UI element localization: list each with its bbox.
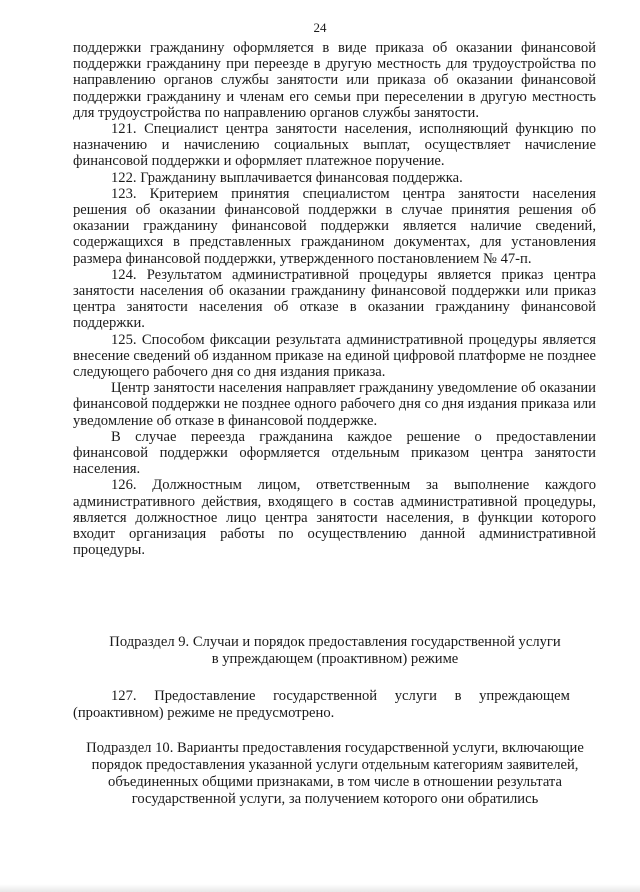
paragraph-127-text: [73, 688, 596, 705]
paragraph-125-notification: Центр занятости населения направляет гражданину уведомление об оказании финансовой поддержки не позднее одного рабочего дня со дня издания приказа или уведомление об отказе в финансовой поддержке.: [73, 380, 596, 429]
subsection-10-line-1: Подраздел 10. Варианты предоставления государственной услуги, включающие: [86, 740, 584, 756]
scan-bottom-edge: [0, 884, 640, 892]
paragraph-125-relocation: В случае переезда гражданина каждое решение о предоставлении финансовой поддержки оформляется отдельным приказом центра занятости населения.: [73, 428, 596, 478]
paragraph-127-line-2: (проактивном) режиме не предусмотрено.: [73, 705, 335, 721]
paragraph-124: 124. Результатом административной процедуры является приказ центра занятости населения об оказании гражданину финансовой поддержки или приказ центра занятости населения об отказе в оказании гражданину финансовой поддержки.: [73, 266, 596, 332]
paragraph-continuation: поддержки гражданину оформляется в виде приказа об оказании финансовой поддержки гражданину при переезде в другую местность для трудоустройства по направлению органов службы занятости или приказа об оказании финансовой поддержки гражданину и членам его семьи при переселении в другую местность для трудоустройства по направлению органов службы занятости.: [73, 40, 596, 121]
subsection-9-heading: [60, 634, 610, 668]
subsection-10-line-4: государственной услуги, за получением которого они обратились: [131, 791, 539, 807]
subsection-9-line-2: в упреждающем (проактивном) режиме: [211, 651, 459, 667]
paragraph-123: 123. Критерием принятия специалистом центра занятости населения решения об оказании финансовой поддержки в случае принятия решения об оказании гражданину финансовой поддержки является наличие сведений, содержащихся в представленных гражданином документах, для установления размера финансовой поддержки, утвержденного постановлением № 47-п.: [73, 185, 596, 267]
paragraph-121: 121. Специалист центра занятости населения, исполняющий функцию по назначению и начислению социальных выплат, осуществляет начисление финансовой поддержки и оформляет платежное поручение.: [73, 121, 596, 170]
paragraph-122: 122. Гражданину выплачивается финансовая поддержка.: [111, 169, 463, 186]
paragraph-126: 126. Должностным лицом, ответственным за выполнение каждого административного действия, входящего в состав административной процедуры, является должностное лицо центра занятости населения, в функции которого входит организация работы по осуществлению данной административной процедуры.: [73, 477, 596, 559]
subsection-10-heading: [60, 740, 610, 808]
subsection-9-line-1: Подраздел 9. Случаи и порядок предоставления государственной услуги: [109, 634, 561, 650]
subsection-10-line-3: объединенных общими признаками, в том числе в отношении результата: [108, 774, 562, 790]
subsection-10-line-2: порядок предоставления указанной услуги отдельным категориям заявителей,: [91, 757, 579, 773]
page-number: 24: [313, 20, 327, 35]
paragraph-127-line-1: 127. Предоставление государственной услуги в упреждающем: [111, 688, 570, 704]
paragraph-127-continuation: [73, 705, 596, 722]
paragraph-125: 125. Способом фиксации результата административной процедуры является внесение сведений об изданном приказе на единой цифровой платформе не позднее следующего рабочего дня со дня издания приказа.: [73, 331, 596, 381]
body-text: [73, 40, 596, 559]
paragraph-127: [73, 688, 596, 722]
